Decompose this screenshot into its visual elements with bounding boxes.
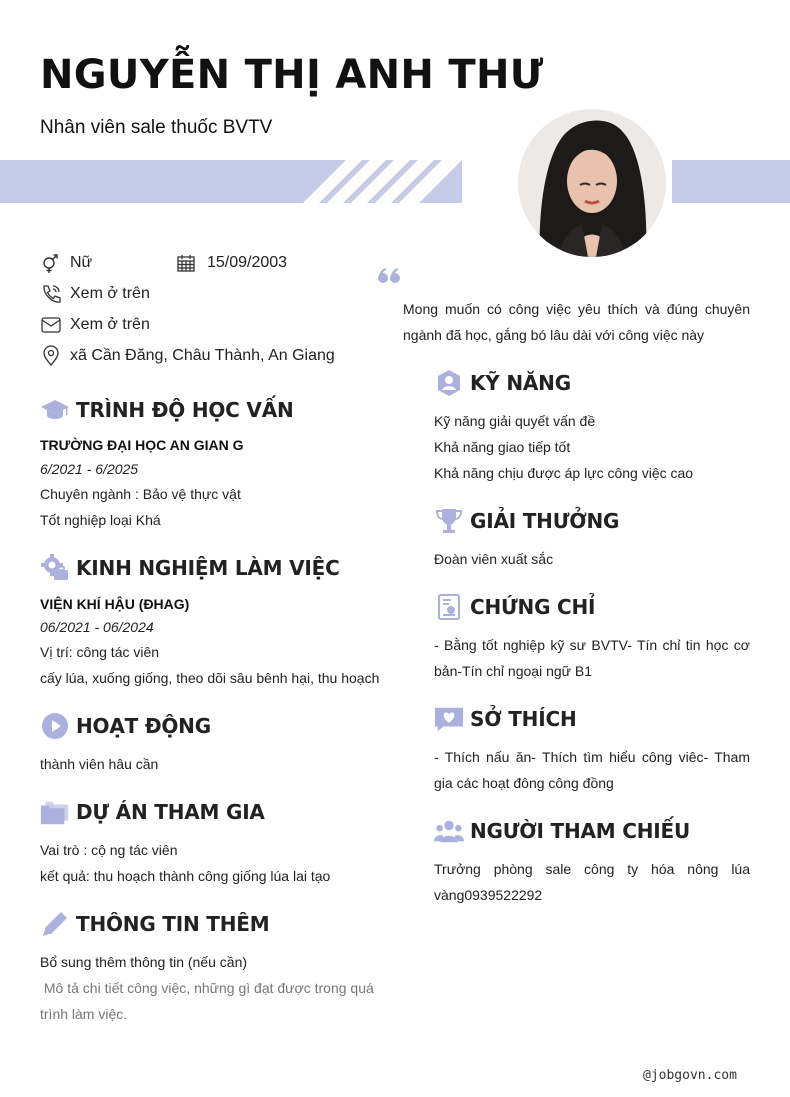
heart-chat-icon <box>434 704 464 734</box>
graduation-cap-icon <box>40 395 70 425</box>
portrait-image <box>518 109 666 257</box>
job-title: Nhân viên sale thuốc BVTV <box>40 117 273 138</box>
section-skills-title: KỸ NĂNG <box>434 368 571 398</box>
awards-text: Đoàn viên xuất sắc <box>434 551 554 567</box>
experience-period: 06/2021 - 06/2024 <box>40 619 154 635</box>
section-references-title: NGƯỜI THAM CHIẾU <box>434 816 690 846</box>
address-row <box>40 345 335 367</box>
section-experience-title: KINH NGHIỆM LÀM VIỆC <box>40 553 340 583</box>
education-school: TRƯỜNG ĐẠI HỌC AN GIAN G <box>40 437 244 453</box>
certificate-icon <box>434 592 464 622</box>
mail-icon <box>40 314 62 336</box>
phone-icon <box>40 283 62 305</box>
activities-text: thành viên hâu cần <box>40 756 159 772</box>
quote-icon <box>376 262 402 288</box>
section-education-title: TRÌNH ĐỘ HỌC VẤN <box>40 395 294 425</box>
gender-row <box>40 252 92 274</box>
section-certificates-title: CHỨNG CHỈ <box>434 592 595 622</box>
education-major: Chuyên ngành : Bảo vệ thực vật <box>40 486 241 502</box>
hobbies-text: - Thích nấu ăn- Thích tìm hiểu công viêc- Tham gia các hoạt đông công đồng <box>434 749 750 791</box>
experience-duties: cấy lúa, xuống giống, theo dõi sâu bênh hại, thu hoạch <box>40 670 380 686</box>
section-awards-title: GIẢI THƯỞNG <box>434 506 619 536</box>
gender-icon <box>40 252 62 274</box>
trophy-icon <box>434 506 464 536</box>
location-pin-icon <box>40 345 62 367</box>
section-additional-title: THÔNG TIN THÊM <box>40 909 269 939</box>
calendar-icon <box>175 252 197 274</box>
user-shield-icon <box>434 368 464 398</box>
section-activities-title: HOẠT ĐỘNG <box>40 711 211 741</box>
email-row <box>40 314 150 336</box>
objective-text: Mong muốn có công việc yêu thích và đúng chuyên ngành đã học, gắng bó lâu dài với công việc này <box>403 301 750 343</box>
education-grade: Tốt nghiệp loại Khá <box>40 512 161 528</box>
certificates-text: - Bằng tốt nghiệp kỹ sư BVTV- Tín chỉ tin học cơ bản-Tín chỉ ngoại ngữ B1 <box>434 637 750 679</box>
pencil-icon <box>40 909 70 939</box>
avatar <box>512 103 672 263</box>
additional-line-2: Mô tả chi tiết công việc, những gì đạt được trong quá <box>40 980 374 996</box>
users-icon <box>434 816 464 846</box>
phone-row <box>40 283 150 305</box>
experience-company: VIỆN KHÍ HẬU (ĐHAG) <box>40 596 190 612</box>
education-period: 6/2021 - 6/2025 <box>40 461 139 477</box>
address-value: xã Cần Đăng, Châu Thành, An Giang <box>70 347 335 364</box>
experience-position: Vị trí: công tác viên <box>40 644 160 660</box>
skill-item: Khả năng chịu được áp lực công việc cao <box>434 465 694 481</box>
skill-item: Khả năng giao tiếp tốt <box>434 439 571 455</box>
birthday-value: 15/09/2003 <box>207 254 288 271</box>
additional-line-1: Bổ sung thêm thông tin (nếu cần) <box>40 954 248 970</box>
references-text: Trưởng phòng sale công ty hóa nông lúa vàng0939522292 <box>434 861 750 903</box>
skill-item: Kỹ năng giải quyết vấn đề <box>434 413 596 429</box>
section-projects-title: DỰ ÁN THAM GIA <box>40 797 265 827</box>
birthday-row <box>175 252 287 274</box>
additional-line-3: trình làm việc. <box>40 1006 128 1022</box>
projects-result: kết quả: thu hoạch thành công giống lúa lai tạo <box>40 868 331 884</box>
briefcase-gear-icon <box>40 553 70 583</box>
projects-role: Vai trò : cộ ng tác viên <box>40 842 178 858</box>
candidate-name: NGUYỄN THỊ ANH THƯ <box>40 52 544 98</box>
phone-value: Xem ở trên <box>70 285 150 302</box>
play-circle-icon <box>40 711 70 741</box>
gender-value: Nữ <box>70 254 93 271</box>
email-value: Xem ở trên <box>70 316 150 333</box>
folders-icon <box>40 797 70 827</box>
footer-brand: @jobgovn.com <box>643 1068 737 1083</box>
section-hobbies-title: SỞ THÍCH <box>434 704 576 734</box>
